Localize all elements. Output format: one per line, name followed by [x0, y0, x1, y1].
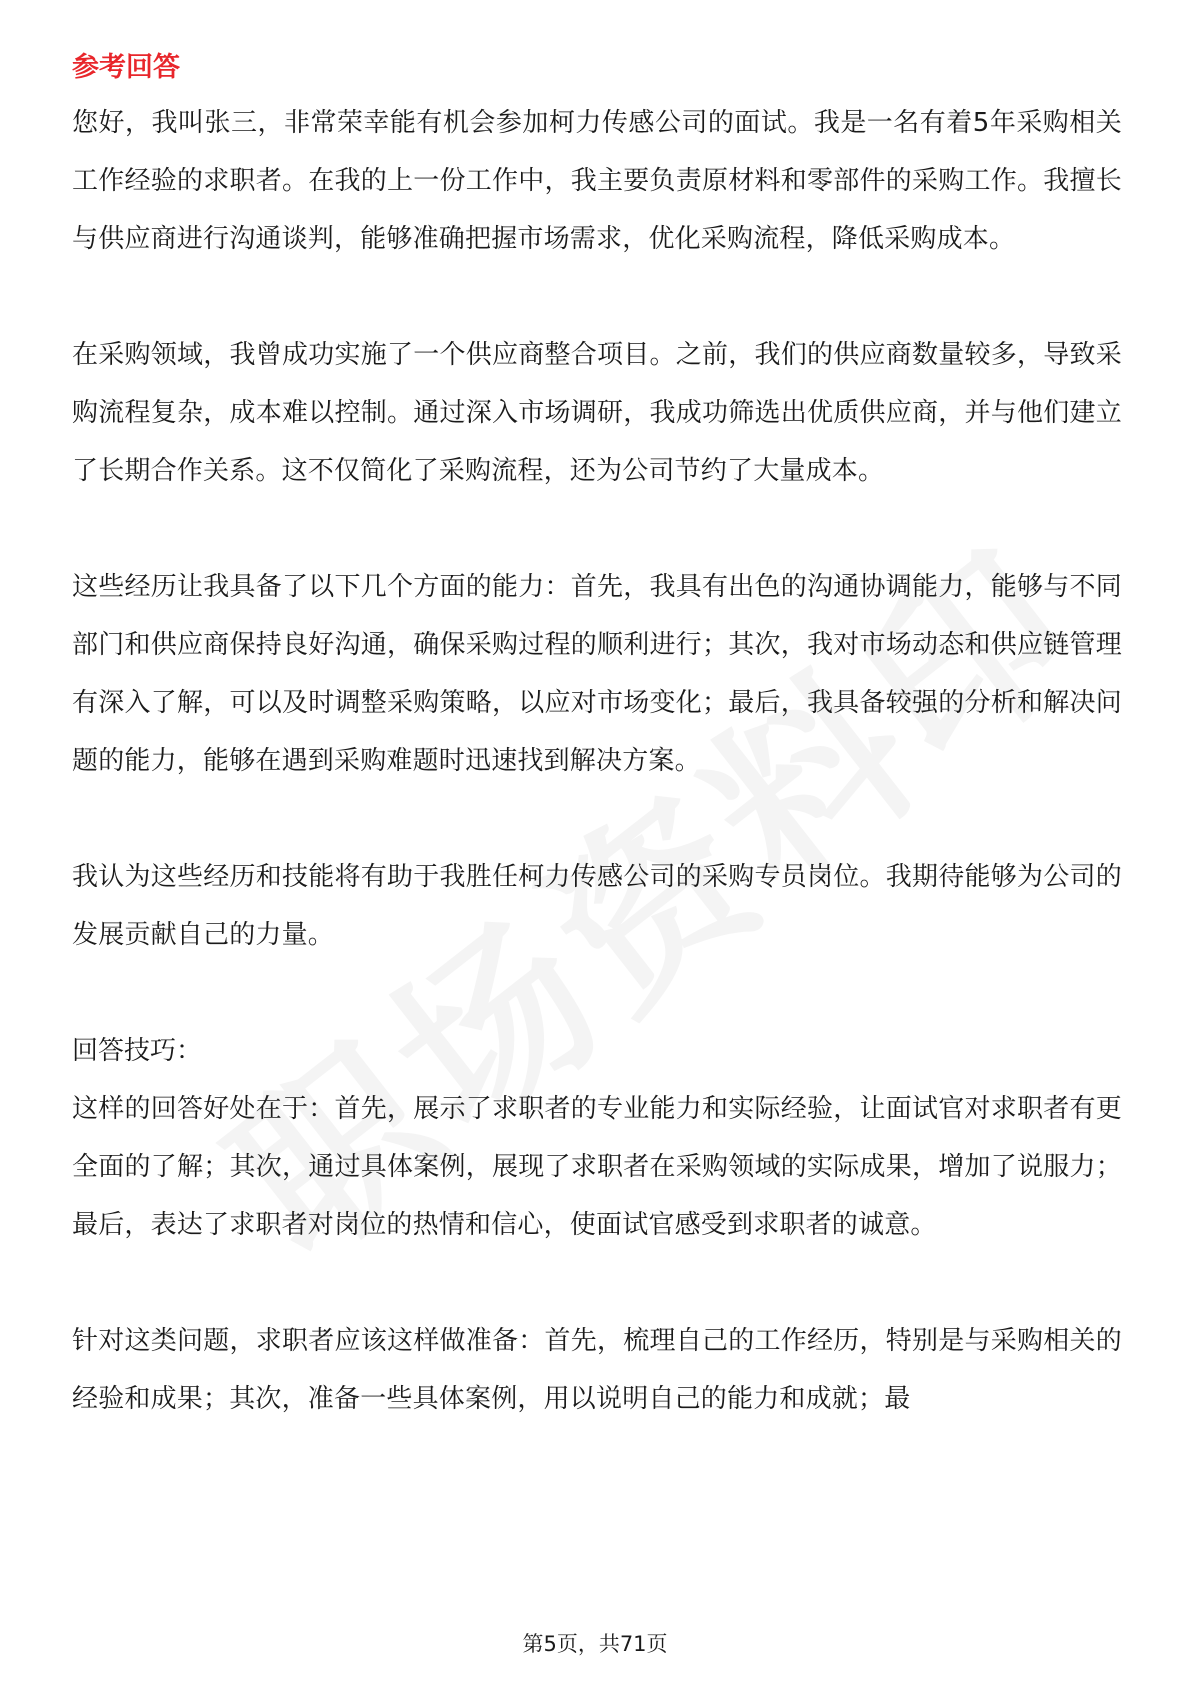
paragraph-spacer [72, 964, 1122, 1022]
tips-label: 回答技巧： [72, 1036, 203, 1066]
tips-paragraph-1: 这样的回答好处在于：首先，展示了求职者的专业能力和实际经验，让面试官对求职者有更全面的了解；其次，通过具体案例，展现了求职者在采购领域的实际成果，增加了说服力；最后，表达了求职者对岗位的热情和信心，使面试官感受到求职者的诚意。 [72, 1094, 1122, 1240]
page-number-footer: 第5页，共71页 [522, 1632, 668, 1656]
paragraph-spacer [72, 268, 1122, 326]
section-heading: 参考回答 [72, 52, 180, 83]
paragraph-spacer [72, 1254, 1122, 1312]
paragraph-spacer [72, 790, 1122, 848]
answer-paragraph-2: 在采购领域，我曾成功实施了一个供应商整合项目。之前，我们的供应商数量较多，导致采购流程复杂，成本难以控制。通过深入市场调研，我成功筛选出优质供应商，并与他们建立了长期合作关系。这不仅简化了采购流程，还为公司节约了大量成本。 [72, 340, 1122, 486]
paragraph-spacer [72, 500, 1122, 558]
document-body [72, 48, 1122, 1428]
answer-paragraph-3: 这些经历让我具备了以下几个方面的能力：首先，我具有出色的沟通协调能力，能够与不同部门和供应商保持良好沟通，确保采购过程的顺利进行；其次，我对市场动态和供应链管理有深入了解，可以及时调整采购策略，以应对市场变化；最后，我具备较强的分析和解决问题的能力，能够在遇到采购难题时迅速找到解决方案。 [72, 572, 1122, 776]
tips-paragraph-2: 针对这类问题，求职者应该这样做准备：首先，梳理自己的工作经历，特别是与采购相关的经验和成果；其次，准备一些具体案例，用以说明自己的能力和成就；最 [72, 1326, 1122, 1414]
answer-paragraph-1: 您好，我叫张三，非常荣幸能有机会参加柯力传感公司的面试。我是一名有着5年采购相关工作经验的求职者。在我的上一份工作中，我主要负责原材料和零部件的采购工作。我擅长与供应商进行沟通谈判，能够准确把握市场需求，优化采购流程，降低采购成本。 [72, 108, 1122, 254]
answer-paragraph-4: 我认为这些经历和技能将有助于我胜任柯力传感公司的采购专员岗位。我期待能够为公司的发展贡献自己的力量。 [72, 862, 1122, 950]
